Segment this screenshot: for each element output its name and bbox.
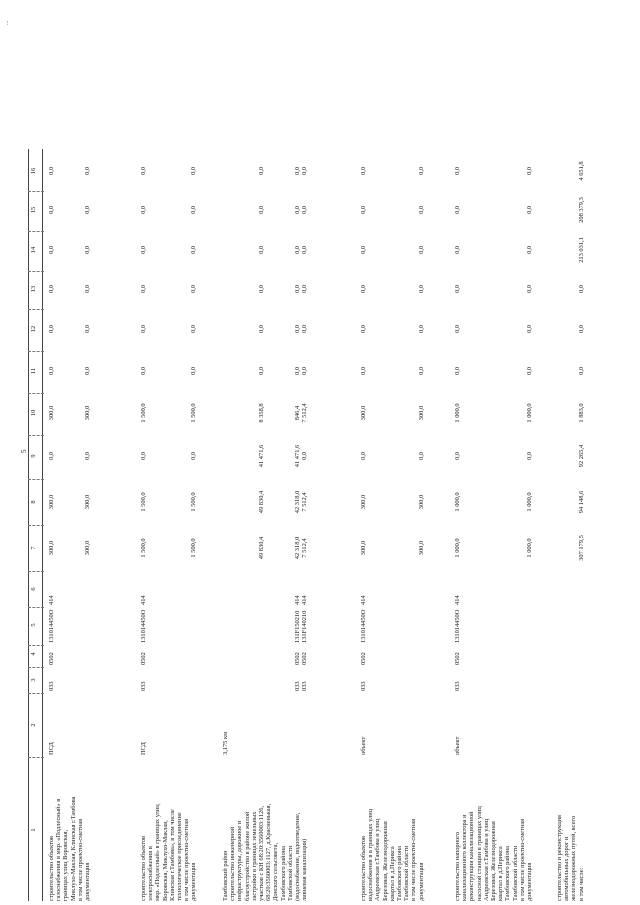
row-name-line: реконструкция канализационной	[468, 811, 476, 901]
row-name-line: квартал в д.Перикса	[388, 846, 396, 901]
row-value: 0,0	[454, 285, 461, 293]
row-value: 300,0	[84, 405, 91, 421]
row-code: 033	[360, 681, 367, 691]
row-value: 0,0	[454, 452, 461, 460]
column-header: 4	[30, 652, 37, 656]
row-value: 0,0	[140, 285, 147, 293]
row-value: 0,0	[258, 325, 265, 333]
column-header: 10	[30, 409, 37, 417]
row-value: 0,0	[454, 167, 461, 175]
row-unit: ПСД	[48, 742, 55, 755]
row-code: 414	[454, 595, 461, 605]
row-name-line: газоснабжения в мкр. «Подлесный» в	[55, 798, 63, 901]
row-name-line: Тамбовского района	[396, 845, 403, 901]
row-name-line: Андреевская г.Тамбова и улиц	[374, 818, 382, 901]
row-value: 307 179,5	[577, 535, 585, 561]
row-name-line: Березовая, Железнодорожная	[490, 821, 497, 901]
row-value: 0,0	[360, 246, 367, 254]
row-value: 300,0	[360, 540, 367, 556]
row-name-line: документация	[526, 862, 533, 901]
row-code: 0502	[301, 652, 309, 665]
row-name-line: ливневая канализация)	[301, 838, 309, 901]
row-value: 0,0	[258, 285, 265, 293]
row-value: 1 500,0	[190, 492, 198, 512]
row-value: 0,0	[84, 325, 91, 333]
row-name-line: в том числе проектно-сметная	[76, 818, 84, 901]
row-value: 0,0	[417, 167, 425, 175]
row-value: 0,0	[301, 206, 309, 214]
row-value: 0,0	[294, 246, 301, 254]
row-value: 8 358,8	[258, 403, 265, 423]
row-value: 0,0	[258, 206, 265, 214]
row-value: 0,0	[454, 367, 461, 375]
row-value: 0,0	[417, 206, 425, 214]
row-name-line: железнодорожных путей, всего	[570, 815, 578, 901]
row-code: 414	[301, 595, 309, 605]
row-name-line: Тамбовской области	[511, 845, 519, 901]
row-value: 0,0	[301, 285, 309, 293]
row-value: 300,0	[417, 405, 425, 421]
row-value: 0,0	[301, 452, 309, 460]
row-name-line: насосной станции в границах улиц	[475, 806, 483, 901]
row-value: 7 512,4	[301, 538, 309, 558]
row-name-line: строительство объектов	[48, 835, 55, 901]
row-code: 131F140210	[301, 610, 309, 643]
row-value: 300,0	[48, 494, 55, 510]
row-name-line: Клинская г.Тамбова», в том числе	[168, 809, 176, 901]
row-value: 92 265,4	[577, 444, 585, 468]
row-value: 1 500,0	[140, 492, 147, 512]
row-code: 0502	[360, 652, 367, 665]
row-value: 0,0	[526, 325, 533, 333]
column-header: 14	[30, 246, 37, 254]
row-name-line: канализационного коллектора и	[461, 814, 469, 901]
row-value: 208 379,3	[577, 197, 585, 223]
row-code: 414	[48, 595, 55, 605]
column-divider	[28, 667, 44, 668]
row-value: 0,0	[190, 367, 198, 375]
row-value: 300,0	[48, 540, 55, 556]
row-unit: 3,175 км	[222, 731, 229, 755]
row-name-line: электроснабжения в	[147, 846, 155, 901]
row-value: 41 471,6	[258, 444, 265, 468]
row-value: 0,0	[417, 285, 425, 293]
row-code: 0502	[140, 652, 147, 665]
row-value: 1 000,0	[526, 538, 533, 558]
row-value: 0,0	[577, 285, 585, 293]
row-value: 0,0	[360, 452, 367, 460]
row-value: 0,0	[301, 167, 309, 175]
row-value: 0,0	[294, 367, 301, 375]
row-unit: ПСД	[140, 742, 147, 755]
row-value: 0,0	[360, 285, 367, 293]
row-value: 0,0	[140, 246, 147, 254]
row-value: 1 000,0	[526, 403, 533, 423]
row-value: 0,0	[454, 325, 461, 333]
row-value: 0,0	[526, 285, 533, 293]
row-name-line: Миклухо-Маклая, Клинская г.Тамбова	[69, 796, 77, 901]
row-value: 0,0	[294, 167, 301, 175]
row-value: 0,0	[526, 206, 533, 214]
row-value: 0,0	[140, 452, 147, 460]
row-code: 033	[301, 681, 309, 691]
row-value: 1 500,0	[140, 403, 147, 423]
row-name-line: строительство инженерной	[229, 826, 237, 901]
column-header: 1	[30, 828, 37, 832]
column-header: 8	[30, 500, 37, 504]
row-name-line: строительство и реконструкция	[556, 815, 563, 901]
row-name-line: Воровская, Миклухо-Маклая,	[161, 820, 169, 901]
row-code: 414	[294, 595, 301, 605]
row-value: 42 318,0	[294, 536, 301, 560]
column-header: 3	[30, 678, 37, 682]
row-code: 131014450О	[454, 609, 461, 643]
row-value: 0,0	[417, 367, 425, 375]
row-value: 41 471,6	[294, 444, 301, 468]
row-code: 131014450О	[48, 609, 55, 643]
row-value: 0,0	[190, 452, 198, 460]
row-code: 0502	[294, 652, 301, 665]
row-unit: объект	[360, 736, 367, 755]
row-name-line: водоснабжения в в границах улиц	[367, 808, 375, 901]
row-value: 0,0	[258, 246, 265, 254]
row-value: 1 500,0	[190, 403, 198, 423]
row-name-line: документация	[84, 862, 91, 901]
row-name-line: Тамбовской области	[286, 845, 294, 901]
row-value: 0,0	[140, 325, 147, 333]
row-value: 1 883,0	[577, 403, 585, 423]
row-value: 0,0	[526, 167, 533, 175]
row-name-line: технологическое присоединение	[176, 812, 183, 901]
row-value: 0,0	[190, 167, 198, 175]
row-name-line: 68:20:3560003:1127, д.Красненькая,	[265, 803, 273, 901]
column-header: 15	[30, 206, 37, 214]
row-value: 1 000,0	[454, 403, 461, 423]
row-name-line: благоустройство в районе жилой	[243, 811, 251, 901]
row-value: 1 500,0	[140, 538, 147, 558]
column-header: 6	[30, 587, 37, 591]
row-value: 0,0	[258, 167, 265, 175]
row-value: 0,0	[360, 367, 367, 375]
row-code: 033	[140, 681, 147, 691]
row-value: 0,0	[294, 285, 301, 293]
row-value: 0,0	[84, 285, 91, 293]
row-name-line: участков с КН 68:20:3560003:1126,	[258, 806, 265, 901]
row-value: 0,0	[360, 325, 367, 333]
row-code: 033	[454, 681, 461, 691]
row-value: 300,0	[360, 494, 367, 510]
row-name-line: в том числе проектно-сметная	[183, 818, 191, 901]
row-name-line: в том числе:	[577, 867, 585, 901]
row-name-line: документация	[190, 862, 198, 901]
row-value: 0,0	[577, 325, 585, 333]
row-value: 7 512,4	[301, 403, 309, 423]
row-name-line: Донского сельсовета,	[272, 842, 280, 901]
column-divider	[28, 693, 44, 694]
row-code: 033	[294, 681, 301, 691]
row-name-line: строительство напорного	[454, 832, 461, 901]
row-value: 0,0	[301, 246, 309, 254]
row-value: 213 031,1	[577, 237, 585, 263]
row-value: 300,0	[48, 405, 55, 421]
row-name-line: строительство объектов	[140, 835, 147, 901]
row-value: 0,0	[84, 246, 91, 254]
row-value: 0,0	[48, 167, 55, 175]
row-value: 0,0	[454, 206, 461, 214]
row-value: 49 830,4	[258, 536, 265, 560]
row-value: 0,0	[84, 167, 91, 175]
row-unit: объект	[454, 736, 461, 755]
row-value: 0,0	[301, 325, 309, 333]
row-name-line: застройки в границах земельных	[250, 811, 258, 901]
row-value: 300,0	[417, 494, 425, 510]
row-code: 033	[48, 681, 55, 691]
row-name-line: Андреевская г.Тамбова и улиц	[482, 818, 490, 901]
row-value: 0,0	[48, 452, 55, 460]
row-value: 0,0	[140, 167, 147, 175]
row-value: 300,0	[84, 540, 91, 556]
row-value: 846,4	[294, 405, 301, 421]
row-value: 0,0	[454, 246, 461, 254]
row-code: 131014450О	[140, 609, 147, 643]
column-header: 16	[30, 167, 37, 175]
row-value: 300,0	[360, 405, 367, 421]
column-divider	[28, 525, 44, 526]
column-divider	[28, 571, 44, 572]
row-name-line: документация	[417, 862, 425, 901]
row-value: 49 830,4	[258, 490, 265, 514]
row-name-line: границах улиц Воровская,	[62, 829, 70, 901]
row-value: 0,0	[526, 367, 533, 375]
row-value: 1 000,0	[526, 492, 533, 512]
row-name-line: Тамбовской области	[403, 845, 411, 901]
row-value: 0,0	[48, 367, 55, 375]
row-value: 1 500,0	[190, 538, 198, 558]
row-value: 0,0	[417, 452, 425, 460]
column-header: 5	[30, 623, 37, 627]
column-header: 9	[30, 454, 37, 458]
row-name-line: Тамбовского района	[279, 845, 287, 901]
row-value: 0,0	[190, 325, 198, 333]
row-name-line: (водоснабжение, водоотведение,	[294, 812, 301, 901]
row-name-line: квартал в д.Перикса	[497, 846, 505, 901]
column-header: 12	[30, 325, 37, 333]
row-value: 0,0	[417, 325, 425, 333]
column-divider	[28, 757, 44, 758]
row-value: 0,0	[48, 285, 55, 293]
row-name-line: автомобильных дорог и	[563, 836, 571, 901]
row-name-line: Тамбовского района	[504, 845, 512, 901]
row-value: 0,0	[190, 206, 198, 214]
row-value: 0,0	[84, 452, 91, 460]
row-value: 0,0	[526, 452, 533, 460]
row-name-line: Березовая, Железнодорожная	[381, 821, 389, 901]
row-name-line: Тамбовский район	[222, 850, 229, 901]
column-divider	[28, 479, 44, 480]
row-value: 0,0	[48, 325, 55, 333]
row-value: 7 512,4	[301, 492, 309, 512]
column-header: 7	[30, 546, 37, 550]
row-value: 0,0	[190, 246, 198, 254]
row-code: 0502	[48, 652, 55, 665]
page-number: 5	[20, 449, 28, 453]
row-code: 0502	[454, 652, 461, 665]
row-value: 0,0	[294, 325, 301, 333]
row-value: 0,0	[526, 246, 533, 254]
row-name-line: в том числе проектно-сметная	[410, 818, 418, 901]
row-value: 42 318,0	[294, 490, 301, 514]
row-value: 0,0	[360, 167, 367, 175]
row-value: 0,0	[301, 367, 309, 375]
row-code: 414	[140, 595, 147, 605]
row-value: 0,0	[48, 246, 55, 254]
row-value: 0,0	[360, 206, 367, 214]
column-header: 11	[30, 367, 37, 375]
row-value: 0,0	[140, 367, 147, 375]
row-value: 0,0	[417, 246, 425, 254]
row-name-line: строительство объектов	[360, 835, 367, 901]
row-value: 94 148,6	[577, 490, 585, 514]
corner-mark: ...	[4, 20, 10, 25]
column-header: 13	[30, 285, 37, 293]
row-value: 0,0	[190, 285, 198, 293]
row-name-line: в том числе проектно-сметная	[518, 818, 526, 901]
row-value: 0,0	[84, 367, 91, 375]
row-value: 0,0	[577, 367, 585, 375]
row-code: 131F150210	[294, 610, 301, 643]
row-value: 0,0	[140, 206, 147, 214]
row-code: 414	[360, 595, 367, 605]
row-value: 300,0	[417, 540, 425, 556]
column-header: 2	[30, 723, 37, 727]
row-value: 4 651,8	[577, 161, 585, 181]
row-value: 0,0	[84, 206, 91, 214]
row-name-line: мкр. «Подлесный» в границах улиц	[154, 804, 162, 901]
row-value: 300,0	[84, 494, 91, 510]
row-value: 0,0	[48, 206, 55, 214]
row-value: 1 000,0	[454, 538, 461, 558]
row-value: 0,0	[294, 206, 301, 214]
row-name-line: инфраструктуры, дорожное и	[236, 820, 244, 901]
row-code: 131014450О	[360, 609, 367, 643]
row-value: 1 000,0	[454, 492, 461, 512]
row-value: 0,0	[258, 367, 265, 375]
